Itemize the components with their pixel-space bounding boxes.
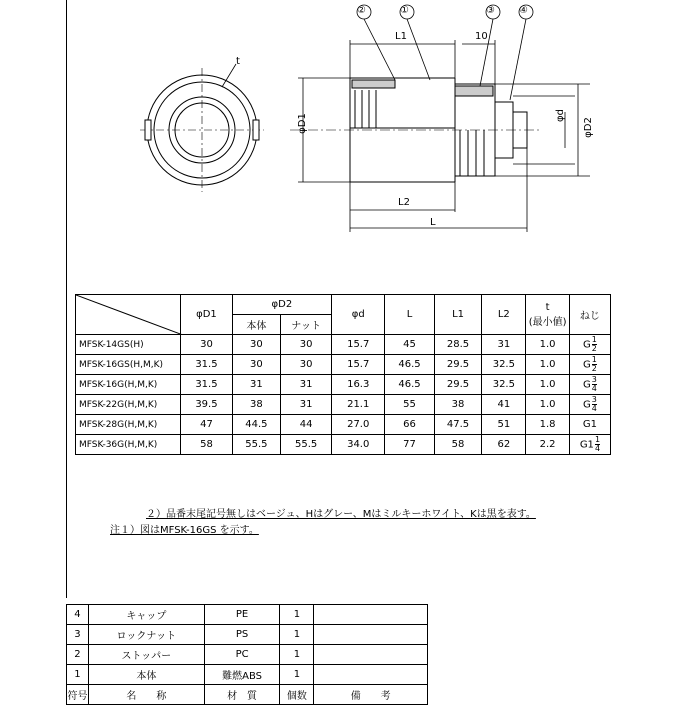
- parts-header-material: 材 質: [204, 685, 280, 705]
- thread-denominator: 4: [594, 444, 601, 453]
- dim-t: t: [236, 56, 240, 67]
- part-no-cell: 3: [67, 625, 89, 645]
- thread-base: G: [583, 359, 591, 371]
- thread-cell: [569, 415, 610, 435]
- header-L1: L1: [434, 295, 482, 335]
- part-qty-cell: 1: [280, 645, 314, 665]
- dim-phid: φd: [554, 109, 566, 122]
- spec-row: [76, 395, 611, 415]
- d-cell: 27.0: [332, 415, 385, 435]
- model-cell: MFSK-16GS(H,M,K): [76, 355, 181, 375]
- part-name-cell: キャップ: [88, 605, 204, 625]
- thread-base: G: [583, 399, 591, 411]
- thread-denominator: 4: [591, 404, 597, 413]
- thread-fraction: [592, 336, 597, 353]
- header-L: L: [385, 295, 434, 335]
- d1-cell: 30: [181, 335, 232, 355]
- d2-body-cell: 30: [232, 355, 281, 375]
- note-1: 注１）図はMFSK-16GS を示す。: [110, 525, 259, 536]
- thread-numerator: 1: [594, 435, 601, 444]
- thread-base: G: [583, 379, 591, 391]
- technical-drawing: [0, 0, 700, 260]
- parts-row: [67, 645, 428, 665]
- L2-cell: 62: [482, 435, 526, 455]
- spec-row: [76, 415, 611, 435]
- d-cell: 34.0: [332, 435, 385, 455]
- part-material-cell: PC: [204, 645, 280, 665]
- parts-row: [67, 665, 428, 685]
- spec-row: [76, 435, 611, 455]
- L-cell: 77: [385, 435, 434, 455]
- model-cell: MFSK-22G(H,M,K): [76, 395, 181, 415]
- dim-phiD2: φD2: [582, 117, 594, 138]
- header-d2-nut: ナット: [281, 315, 332, 335]
- thread-denominator: 4: [591, 384, 597, 393]
- dim-L2: L2: [398, 197, 410, 208]
- t-cell: 1.0: [526, 395, 570, 415]
- thread-fraction: [592, 376, 597, 393]
- L2-cell: 51: [482, 415, 526, 435]
- d-cell: 15.7: [332, 335, 385, 355]
- spec-row: [76, 335, 611, 355]
- balloon-3: ③: [486, 5, 495, 16]
- header-d1: φD1: [181, 295, 232, 335]
- parts-header-remarks: 備 考: [314, 685, 428, 705]
- L1-cell: 47.5: [434, 415, 482, 435]
- thread-base: G1: [582, 419, 597, 430]
- part-remarks-cell: [314, 645, 428, 665]
- thread-numerator: 3: [591, 375, 597, 384]
- header-t: t (最小値): [526, 295, 570, 335]
- part-material-cell: PE: [204, 605, 280, 625]
- balloon-4: ④: [519, 5, 528, 16]
- d1-cell: 39.5: [181, 395, 232, 415]
- t-cell: 1.0: [526, 355, 570, 375]
- dim-L: L: [430, 217, 436, 228]
- part-remarks-cell: [314, 625, 428, 645]
- balloon-2: ②: [357, 5, 366, 16]
- d1-cell: 58: [181, 435, 232, 455]
- parts-header-qty: 個数: [280, 685, 314, 705]
- d2-nut-cell: 31: [281, 395, 332, 415]
- spec-row: [76, 375, 611, 395]
- part-name-cell: ストッパー: [88, 645, 204, 665]
- note-2: ２）品番末尾記号無しはベージュ、Hはグレー、Mはミルキーホワイト、Kは黒を表す。: [146, 509, 536, 520]
- header-d2-body: 本体: [232, 315, 281, 335]
- d2-nut-cell: 30: [281, 355, 332, 375]
- d1-cell: 31.5: [181, 355, 232, 375]
- thread-cell: [569, 435, 610, 455]
- L-cell: 55: [385, 395, 434, 415]
- L-cell: 66: [385, 415, 434, 435]
- thread-numerator: 1: [591, 335, 597, 344]
- L1-cell: 29.5: [434, 355, 482, 375]
- dim-L1: L1: [395, 31, 407, 42]
- d2-body-cell: 31: [232, 375, 281, 395]
- part-no-cell: 2: [67, 645, 89, 665]
- model-cell: MFSK-16G(H,M,K): [76, 375, 181, 395]
- dim-10: 10: [475, 31, 488, 42]
- part-qty-cell: 1: [280, 605, 314, 625]
- model-cell: MFSK-14GS(H): [76, 335, 181, 355]
- parts-table: [66, 604, 428, 705]
- spec-table: [75, 294, 611, 455]
- diagonal-line: [76, 295, 183, 335]
- thread-fraction: [595, 436, 600, 453]
- thread-numerator: 1: [591, 355, 597, 364]
- thread-denominator: 2: [591, 364, 597, 373]
- d2-nut-cell: 31: [281, 375, 332, 395]
- spec-row: [76, 355, 611, 375]
- part-no-cell: 4: [67, 605, 89, 625]
- d-cell: 16.3: [332, 375, 385, 395]
- part-material-cell: PS: [204, 625, 280, 645]
- side-view: [290, 78, 540, 182]
- parts-table-body: [67, 605, 428, 705]
- d-cell: 21.1: [332, 395, 385, 415]
- thread-cell: [569, 335, 610, 355]
- t-cell: 1.8: [526, 415, 570, 435]
- part-name-cell: 本体: [88, 665, 204, 685]
- balloon-1: ①: [400, 5, 409, 16]
- parts-header-row: [67, 685, 428, 705]
- part-no-cell: 1: [67, 665, 89, 685]
- thread-base: G: [583, 339, 591, 351]
- thread-cell: [569, 395, 610, 415]
- model-cell: MFSK-36G(H,M,K): [76, 435, 181, 455]
- L1-cell: 38: [434, 395, 482, 415]
- parts-row: [67, 625, 428, 645]
- L-cell: 46.5: [385, 355, 434, 375]
- thread-base: G1: [579, 439, 594, 451]
- L1-cell: 28.5: [434, 335, 482, 355]
- L2-cell: 32.5: [482, 355, 526, 375]
- t-cell: 1.0: [526, 375, 570, 395]
- header-thread: ねじ: [569, 295, 610, 335]
- header-L2: L2: [482, 295, 526, 335]
- thread-fraction: [592, 356, 597, 373]
- header-diagonal-cell: [76, 295, 181, 335]
- parts-header-name: 名 称: [88, 685, 204, 705]
- t-cell: 1.0: [526, 335, 570, 355]
- spec-table-body: [76, 335, 611, 455]
- d2-body-cell: 44.5: [232, 415, 281, 435]
- L2-cell: 31: [482, 335, 526, 355]
- d2-nut-cell: 44: [281, 415, 332, 435]
- parts-header-no: 符号: [67, 685, 89, 705]
- d2-nut-cell: 55.5: [281, 435, 332, 455]
- d1-cell: 31.5: [181, 375, 232, 395]
- L1-cell: 29.5: [434, 375, 482, 395]
- part-material-cell: 難燃ABS: [204, 665, 280, 685]
- model-cell: MFSK-28G(H,M,K): [76, 415, 181, 435]
- front-view: [140, 64, 264, 192]
- L2-cell: 41: [482, 395, 526, 415]
- d2-nut-cell: 30: [281, 335, 332, 355]
- d2-body-cell: 30: [232, 335, 281, 355]
- thread-fraction: [592, 396, 597, 413]
- d2-body-cell: 55.5: [232, 435, 281, 455]
- part-qty-cell: 1: [280, 625, 314, 645]
- thread-denominator: 2: [591, 344, 597, 353]
- thread-cell: [569, 375, 610, 395]
- header-d2: φD2: [232, 295, 332, 315]
- parts-row: [67, 605, 428, 625]
- dimension-lines: [298, 40, 590, 232]
- dim-phiD1: φD1: [296, 113, 308, 134]
- d2-body-cell: 38: [232, 395, 281, 415]
- L2-cell: 32.5: [482, 375, 526, 395]
- d1-cell: 47: [181, 415, 232, 435]
- L-cell: 45: [385, 335, 434, 355]
- part-remarks-cell: [314, 605, 428, 625]
- t-cell: 2.2: [526, 435, 570, 455]
- d-cell: 15.7: [332, 355, 385, 375]
- thread-numerator: 3: [591, 395, 597, 404]
- header-d: φd: [332, 295, 385, 335]
- part-name-cell: ロックナット: [88, 625, 204, 645]
- part-qty-cell: 1: [280, 665, 314, 685]
- thread-cell: [569, 355, 610, 375]
- L-cell: 46.5: [385, 375, 434, 395]
- part-remarks-cell: [314, 665, 428, 685]
- L1-cell: 58: [434, 435, 482, 455]
